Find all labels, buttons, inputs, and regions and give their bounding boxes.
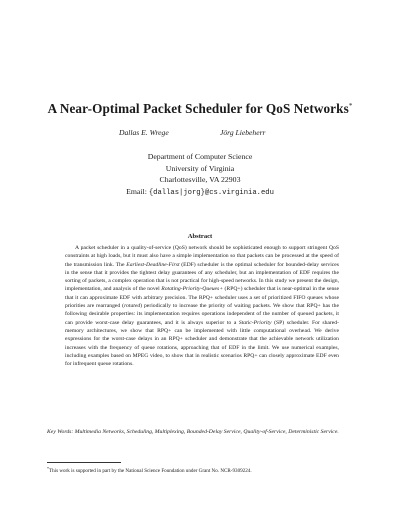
email-address: {dallas|jorg}@cs.virginia.edu (148, 188, 274, 197)
title-footnote-mark: * (348, 102, 353, 110)
abstract-heading: Abstract (187, 233, 213, 240)
keywords-text: Multimedia Networks, Scheduling, Multiplexing, Bounded-Delay Service, Quality-of-Service, Deterministic Service. (74, 429, 339, 435)
term-rotated: rotated (124, 303, 141, 310)
department: Department of Computer Science (147, 152, 253, 161)
term-edf: Earliest-Deadline-First (126, 261, 180, 268)
term-rpq: Rotating-Priority-Queues+ (161, 286, 224, 293)
footnote-rule (47, 462, 121, 463)
paper-title: A Near-Optimal Packet Scheduler for QoS Networks* (47, 101, 353, 116)
keywords-label: Key Words: (47, 429, 74, 435)
email-label: Email: (126, 186, 147, 196)
city-address: Charlottesville, VA 22903 (159, 175, 241, 185)
affiliation-block (0, 151, 400, 199)
author-list (0, 128, 400, 140)
footnote-text: This work is supported in part by the National Science Foundation under Grant No. NCR-9309224. (49, 468, 252, 474)
keywords (47, 428, 357, 437)
author-name: Jörg Liebeherr (220, 128, 266, 137)
email-line (0, 186, 400, 200)
footnote-mark: * (47, 466, 49, 471)
footnote (47, 466, 367, 474)
university: University of Virginia (165, 163, 235, 173)
abstract-body: A packet scheduler in a quality-of-service (QoS) network should be sophisticated enough to support stringent QoS constraints at high loads, but it must also have a simple implementation so that packets can be processed at the speed of the transmission link. The Earliest-Deadline-First (EDF) scheduler is the optimal scheduler for bounded-delay services in the sense that it provides the tightest delay guarantees of any scheduler, but an implementation of EDF requires the sorting of packets, a complex operation that is not practical for high-speed networks. In this study we present the design, implementation, and analysis of the novel Rotating-Priority-Queues+ (RPQ+) scheduler that is near-optimal in the sense that it can approximate EDF with arbitrary precision. The RPQ+ scheduler uses a set of prioritized FIFO queues whose priorities are rearranged (rotated) periodically to increase the priority of waiting packets. We show that RPQ+ has the following desirable properties: its implementation requires operations independent of the number of queued packets, it can provide worst-case delay guarantees, and it is always superior to a Static-Priority (SP) scheduler. For shared-memory architectures, we show that RPQ+ can be implemented with little computational overhead. We derive expressions for the worst-case delays in an RPQ+ scheduler and demonstrate that the achievable network utilization increases with the frequency of queue rotations, approaching that of EDF in the limit. We use numerical examples, including examples based on MPEG video, to show that in realistic scenarios RPQ+ can closely approximate EDF even for infrequent queue rotations. (65, 245, 340, 368)
term-static-priority: Static-Priority (238, 319, 272, 326)
author-name: Dallas E. Wrege (119, 128, 169, 137)
